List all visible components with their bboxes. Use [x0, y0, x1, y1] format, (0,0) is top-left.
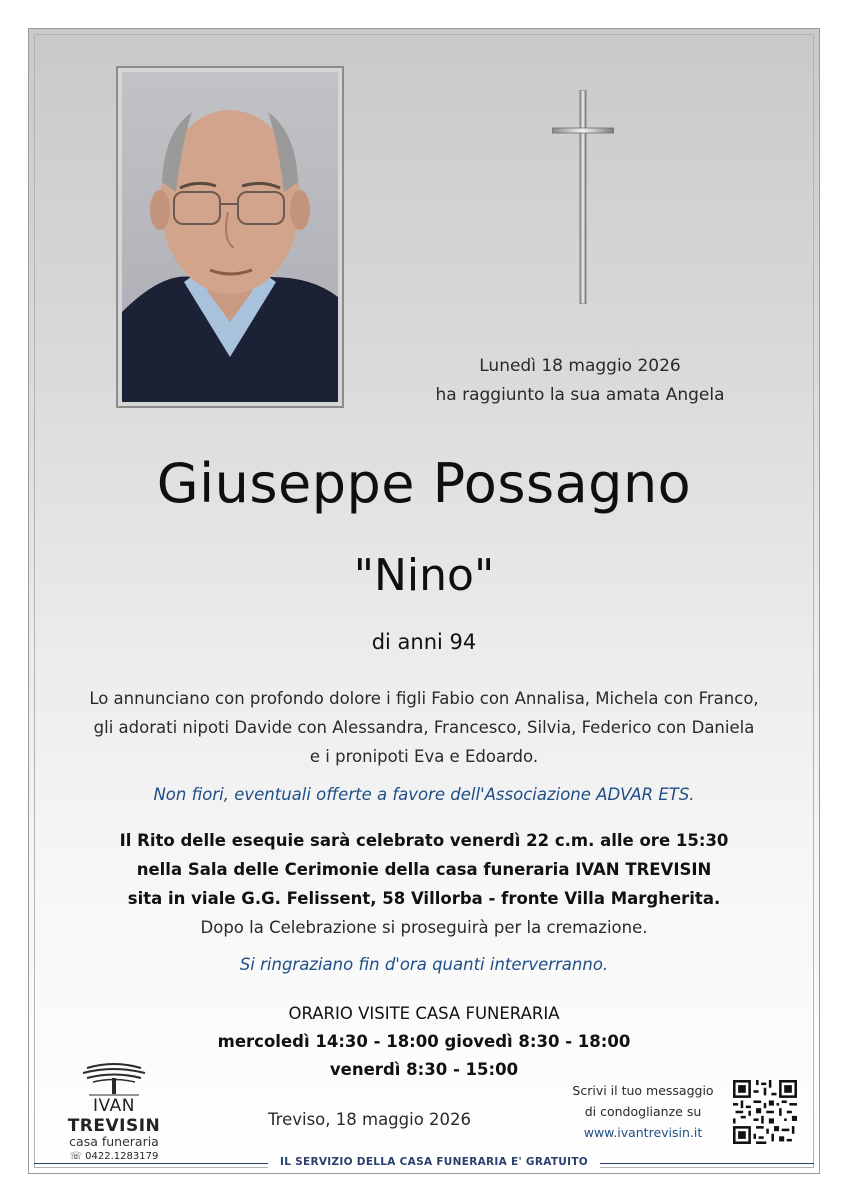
announcement-text: [60, 684, 788, 771]
portrait-photo: [122, 72, 338, 402]
website-link[interactable]: www.ivantrevisin.it: [583, 1125, 703, 1140]
passing-date: Lunedì 18 maggio 2026: [479, 356, 681, 376]
announcement-line: gli adorati nipoti Davide con Alessandra, Francesco, Silvia, Federico con Daniela: [93, 718, 755, 737]
visiting-hours-line: mercoledì 14:30 - 18:00 giovedì 8:30 - 18:00: [217, 1032, 631, 1051]
ceremony-line: Il Rito delle esequie sarà celebrato venerdì 22 c.m. alle ore 15:30: [119, 831, 729, 850]
phone-icon: ☏: [69, 1151, 83, 1162]
phone-number: 0422.1283179: [85, 1151, 159, 1162]
announcement-line: e i pronipoti Eva e Edoardo.: [309, 747, 539, 766]
deceased-age: di anni 94: [371, 630, 477, 654]
condolences-line: Scrivi il tuo messaggio: [572, 1083, 714, 1098]
deceased-nickname: "Nino": [353, 550, 495, 601]
visiting-hours-line: venerdì 8:30 - 15:00: [329, 1060, 519, 1079]
passing-note: ha raggiunto la sua amata Angela: [435, 385, 725, 405]
footer-note: IL SERVIZIO DELLA CASA FUNERARIA E' GRATUITO: [268, 1156, 600, 1168]
visiting-hours-title: ORARIO VISITE CASA FUNERARIA: [288, 1004, 560, 1023]
place-and-date: Treviso, 18 maggio 2026: [268, 1110, 472, 1129]
no-flowers-note: Non fiori, eventuali offerte a favore dell'Associazione ADVAR ETS.: [153, 785, 695, 804]
funeral-home-logo: [44, 1060, 184, 1162]
announcement-line: Lo annunciano con profondo dolore i figli Fabio con Annalisa, Michela con Franco,: [89, 689, 759, 708]
condolences-text: [568, 1080, 718, 1143]
tree-logo-icon: [79, 1060, 149, 1096]
qr-code-icon[interactable]: [733, 1080, 797, 1144]
thanks-note: Si ringraziano fin d'ora quanti interverranno.: [239, 955, 609, 974]
cross-icon: [552, 90, 614, 304]
ceremony-line: Dopo la Celebrazione si proseguirà per la cremazione.: [200, 918, 648, 937]
portrait-frame: [116, 66, 344, 408]
logo-name-first: IVAN: [93, 1096, 135, 1116]
logo-subtitle: casa funeraria: [69, 1134, 159, 1149]
logo-name: [44, 1096, 184, 1136]
logo-phone: [44, 1151, 184, 1162]
passing-intro: [400, 352, 760, 410]
condolences-line: di condoglianze su: [584, 1104, 702, 1119]
ceremony-line: sita in viale G.G. Felissent, 58 Villorba - fronte Villa Margherita.: [127, 889, 721, 908]
logo-name-last: TREVISIN: [67, 1116, 161, 1136]
ceremony-info: [40, 826, 808, 942]
portrait-illustration: [122, 72, 338, 402]
deceased-name: Giuseppe Possagno: [156, 452, 692, 515]
ceremony-line: nella Sala delle Cerimonie della casa funeraria IVAN TREVISIN: [136, 860, 712, 879]
